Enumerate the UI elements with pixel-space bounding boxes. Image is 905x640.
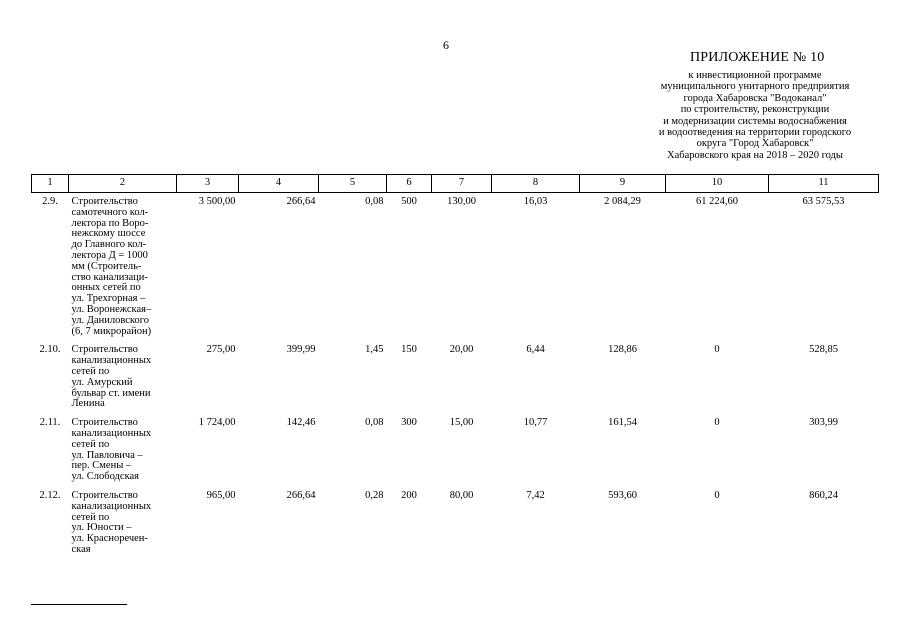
cell-col-5: 0,28 (365, 489, 384, 501)
cell-col-4: 266,64 (286, 489, 316, 501)
column-header: 9 (580, 175, 666, 193)
table-row (32, 487, 879, 560)
cell-col-10: 61 224,60 (696, 196, 738, 207)
cell-col-3: 965,00 (206, 489, 236, 501)
column-header: 2 (69, 175, 177, 193)
appendix-line: Хабаровского края на 2018 – 2020 годы (667, 149, 843, 161)
cell-col-11: 528,85 (809, 344, 838, 356)
cell-col-10: 0 (714, 417, 720, 429)
table-row (32, 414, 879, 487)
column-header: 11 (769, 175, 879, 193)
investment-table (31, 174, 879, 560)
cell-col-7: 15,00 (449, 417, 474, 429)
cell-col-7: 20,00 (449, 344, 474, 356)
row-name: Строительство самотечного кол- лектора по Воро- нежскому шоссе до Главного кол- лектора Д = 1000 мм (Строитель- ство канализаци- онных сетей по ул. Трехгорная – ул. Воронежская– ул. Даниловского (6, 7 микрорайон) (71, 196, 152, 337)
column-header: 3 (177, 175, 239, 193)
row-name: Строительство канализационных сетей по ул. Амурский бульвар ст. имени Ленина (71, 344, 152, 410)
appendix-title: ПРИЛОЖЕНИЕ № 10 (690, 50, 825, 65)
appendix-line: и водоотведения на территории городского (658, 127, 852, 139)
column-header: 4 (239, 175, 319, 193)
row-name: Строительство канализационных сетей по ул. Юности – ул. Красноречен- ская (71, 489, 152, 555)
appendix-line: по строительству, реконструкции (680, 104, 830, 116)
cell-col-8: 7,42 (526, 489, 545, 501)
appendix-line: округа "Город Хабаровск" (696, 138, 814, 150)
cell-col-10: 0 (714, 344, 720, 356)
cell-col-6: 150 (401, 344, 417, 356)
cell-col-9: 128,86 (608, 344, 637, 356)
cell-col-3: 3 500,00 (198, 196, 236, 207)
cell-col-6: 300 (401, 417, 417, 429)
cell-col-5: 0,08 (365, 417, 384, 429)
table-row (32, 341, 879, 414)
cell-col-4: 399,99 (286, 344, 316, 356)
cell-col-11: 63 575,53 (802, 196, 845, 207)
cell-col-7: 130,00 (447, 196, 476, 207)
cell-col-4: 142,46 (286, 417, 316, 429)
appendix-description (630, 70, 880, 161)
cell-col-8: 16,03 (523, 196, 548, 207)
column-header: 8 (492, 175, 580, 193)
column-header: 1 (32, 175, 69, 193)
appendix-line: города Хабаровска "Водоканал" (683, 92, 827, 104)
cell-col-9: 161,54 (608, 417, 637, 429)
cell-col-9: 593,60 (608, 489, 637, 501)
cell-col-8: 10,77 (523, 417, 548, 429)
cell-col-9: 2 084,29 (604, 196, 641, 207)
row-id: 2.11. (39, 417, 61, 429)
cell-col-8: 6,44 (526, 344, 545, 356)
row-id: 2.12. (39, 489, 61, 501)
column-header: 10 (666, 175, 769, 193)
column-header: 5 (319, 175, 387, 193)
footnote-separator (31, 604, 127, 605)
cell-col-11: 860,24 (809, 489, 838, 501)
appendix-line: и модернизации системы водоснабжения (663, 115, 847, 127)
cell-col-3: 275,00 (206, 344, 236, 356)
cell-col-10: 0 (714, 489, 720, 501)
cell-col-5: 1,45 (365, 344, 384, 356)
row-id: 2.9. (42, 196, 58, 207)
column-header: 7 (432, 175, 492, 193)
appendix-line: к инвестиционной программе (688, 70, 822, 81)
table-header-row (32, 175, 879, 193)
cell-col-7: 80,00 (449, 489, 474, 501)
cell-col-3: 1 724,00 (198, 417, 236, 429)
table-row (32, 193, 879, 342)
column-header: 6 (387, 175, 432, 193)
cell-col-6: 200 (401, 489, 417, 501)
cell-col-4: 266,64 (286, 196, 316, 207)
row-id: 2.10. (39, 344, 61, 356)
page-number: 6 (443, 38, 449, 52)
cell-col-5: 0,08 (365, 196, 384, 207)
cell-col-11: 303,99 (809, 417, 838, 429)
row-name: Строительство канализационных сетей по ул. Павловича – пер. Смены – ул. Слободская (71, 417, 152, 483)
cell-col-6: 500 (401, 196, 417, 207)
appendix-line: муниципального унитарного предприятия (660, 81, 850, 93)
